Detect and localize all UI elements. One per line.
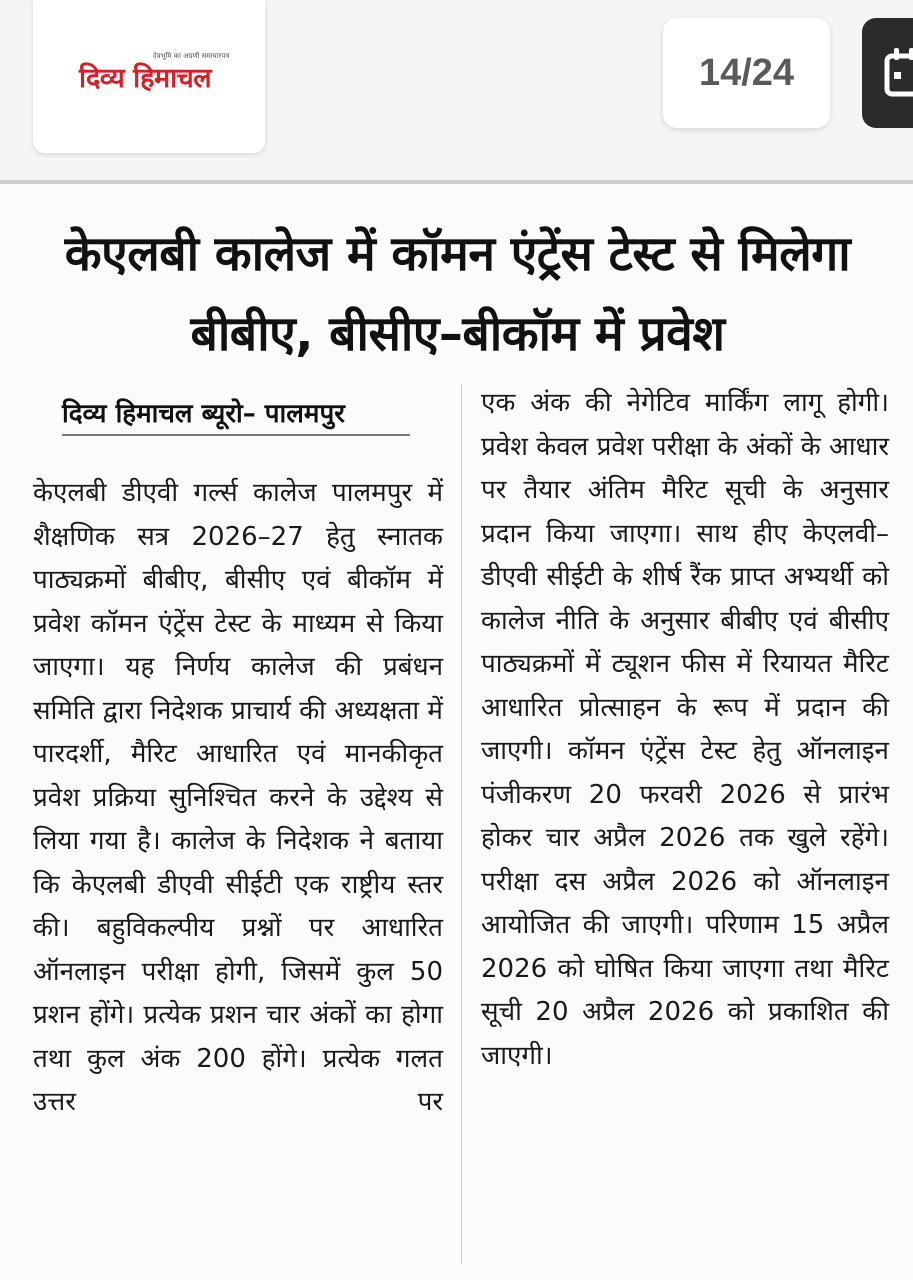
article-column-right [481,382,889,1078]
logo-tagline: देवभूमि का अग्रणी समाचारपत्र [153,52,230,60]
column-divider [461,384,462,1264]
article-column-left [33,472,443,1125]
newspaper-logo[interactable] [33,0,265,153]
page-counter[interactable]: 14/24 [663,18,830,128]
article-headline: केएलबी कालेज में कॉमन एंट्रेंस टेस्ट से मिलेगा बीबीए, बीसीए–बीकॉम में प्रवेश [64,226,851,362]
logo-text: दिव्य हिमाचल [79,63,212,94]
right-column-text: एक अंक की नेगेटिव मार्किंग लागू होगी। प्रवेश केवल प्रवेश परीक्षा के अंकों के आधार पर तैयार अंतिम मैरिट सूची के अनुसार प्रदान किया जाएगा। साथ हीए केएलवी–डीएवी सीईटी के शीर्ष रैंक प्राप्त अभ्यर्थी को कालेज नीति के अनुसार बीबीए एवं बीसीए पाठ्यक्रमों में ट्यूशन फीस में रियायत मैरिट आधारित प्रोत्साहन के रूप में प्रदान की जाएगी। कॉमन एंट्रेंस टेस्ट हेतु ऑनलाइन पंजीकरण 20 फरवरी 2026 से प्रारंभ होकर चार अप्रैल 2026 तक खुले रहेंगे। परीक्षा दस अप्रैल 2026 को ऑनलाइन आयोजित की जाएगी। परिणाम 15 अप्रैल 2026 को घोषित किया जाएगा तथा मैरिट सूची 20 अप्रैल 2026 को प्रकाशित की जाएगी। [481,388,889,1071]
left-column-text: केएलबी डीएवी गर्ल्स कालेज पालमपुर में शैक्षणिक सत्र 2026–27 हेतु स्नातक पाठ्यक्रमों बीबीए, बीसीए एवं बीकॉम में प्रवेश कॉमन एंट्रेंस टेस्ट के माध्यम से किया जाएगा। यह निर्णय कालेज की प्रबंधन समिति द्वारा निदेशक प्राचार्य की अध्यक्षता में पारदर्शी, मैरिट आधारित एवं मानकीकृत प्रवेश प्रक्रिया सुनिश्चित करने के उद्देश्य से लिया गया है। कालेज के निदेशक ने बताया कि केएलबी डीएवी सीईटी एक राष्ट्रीय स्तर की। बहुविकल्पीय प्रश्नों पर आधारित ऑनलाइन परीक्षा होगी, जिसमें कुल 50 प्रशन होंगे। प्रत्येक प्रशन चार अंकों का होगा तथा कुल अंक 200 होंगे। प्रत्येक गलत उत्तर पर [33,478,443,1117]
news-clipping [0,184,913,1280]
top-bar [0,0,913,180]
article-byline: दिव्य हिमाचल ब्यूरो– पालमपुर [62,394,410,436]
calendar-icon [884,48,913,98]
calendar-button[interactable] [862,18,913,128]
